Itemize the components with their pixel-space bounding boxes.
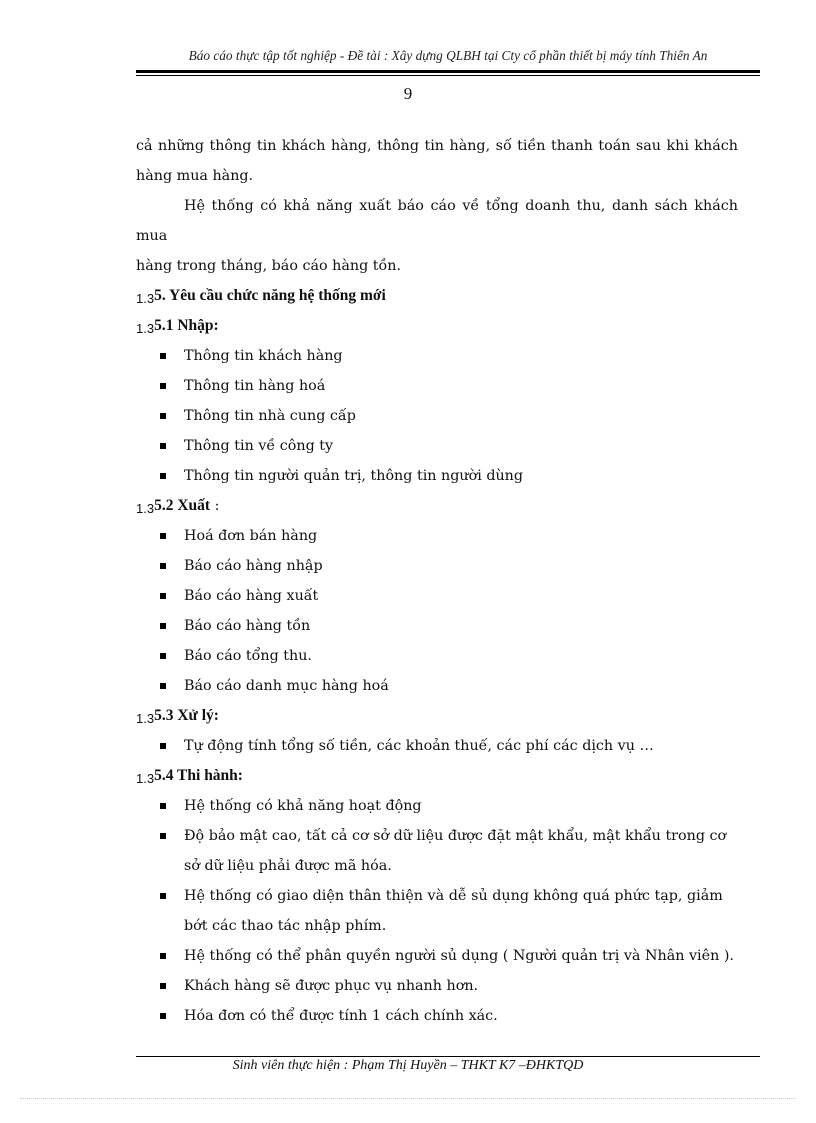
header-rule-thin [136,75,760,76]
list-xuly [136,731,738,761]
running-footer: Sinh viên thực hiện : Phạm Thị Huyền – THKT K7 –ĐHKTQD [232,1058,584,1073]
footer-rule [136,1056,760,1057]
page-border-dotted [20,1098,796,1099]
subsection-title: 5.1 Nhập: [154,317,219,334]
bullet-square-icon [160,413,166,419]
subsection-heading-xuly [136,701,738,731]
list-item: Hóa đơn có thể được tính 1 cách chính xác. [136,1001,738,1031]
list-item: Hệ thống có khả năng hoạt động [136,791,738,821]
list-item: Hệ thống có giao diện thân thiện và dễ sủ dụng không quá phức tạp, giảm bớt các thao tác nhập phím. [136,881,738,941]
list-nhap [136,341,738,491]
subsection-title: 5.2 Xuất [154,497,211,514]
list-item: Thông tin hàng hoá [136,371,738,401]
intro-paragraph-1-line-2: hàng mua hàng. [136,168,254,184]
intro-paragraph-1-line-1: cả những thông tin khách hàng, thông tin hàng, số tiền thanh toán sau khi khách [136,138,738,154]
bullet-square-icon [160,443,166,449]
bullet-square-icon [160,473,166,479]
subsection-heading-thihanh [136,761,738,791]
subsection-heading-nhap [136,311,738,341]
list-item: Báo cáo hàng nhập [136,551,738,581]
list-item: Thông tin về công ty [136,431,738,461]
bullet-square-icon [160,383,166,389]
page-number: 9 [403,84,413,103]
bullet-square-icon [160,353,166,359]
list-xuat [136,521,738,701]
list-item: Báo cáo hàng tồn [136,611,738,641]
bullet-square-icon [160,533,166,539]
list-item: Báo cáo tổng thu. [136,641,738,671]
section-heading [136,281,738,311]
section-number-prefix: 1.3 [136,291,155,306]
subsection-number-prefix: 1.3 [136,711,155,726]
list-item: Tự động tính tổng số tiền, các khoản thuế, các phí các dịch vụ … [136,731,738,761]
section-title: 5. Yêu cầu chức năng hệ thống mới [154,287,386,304]
document-body [136,131,738,1031]
subsection-number-prefix: 1.3 [136,771,155,786]
list-item: Báo cáo danh mục hàng hoá [136,671,738,701]
bullet-square-icon [160,593,166,599]
subsection-title-tail: : [210,498,220,514]
bullet-square-icon [160,983,166,989]
bullet-square-icon [160,563,166,569]
list-item: Báo cáo hàng xuất [136,581,738,611]
list-item: Hệ thống có thể phân quyền người sủ dụng ( Người quản trị và Nhân viên ). [136,941,738,971]
list-item: Hoá đơn bán hàng [136,521,738,551]
running-header: Báo cáo thực tập tốt nghiệp - Đề tài : Xây dựng QLBH tại Cty cổ phần thiết bị máy tính Thiên An [188,48,708,63]
bullet-square-icon [160,803,166,809]
list-item: Thông tin người quản trị, thông tin người dùng [136,461,738,491]
subsection-number-prefix: 1.3 [136,501,155,516]
list-item: Khách hàng sẽ được phục vụ nhanh hơn. [136,971,738,1001]
header-rule-thick [136,70,760,73]
bullet-square-icon [160,653,166,659]
bullet-square-icon [160,953,166,959]
bullet-square-icon [160,1013,166,1019]
list-thihanh [136,791,738,1031]
subsection-title: 5.3 Xử lý: [154,707,219,724]
subsection-heading-xuat [136,491,738,521]
bullet-square-icon [160,893,166,899]
subsection-number-prefix: 1.3 [136,321,155,336]
subsection-title: 5.4 Thi hành: [154,767,243,784]
bullet-square-icon [160,683,166,689]
list-item: Độ bảo mật cao, tất cả cơ sở dữ liệu được đặt mật khẩu, mật khẩu trong cơ sở dữ liệu phải được mã hóa. [136,821,738,881]
intro-paragraph-2-line-2: hàng trong tháng, báo cáo hàng tồn. [136,258,402,274]
list-item: Thông tin khách hàng [136,341,738,371]
bullet-square-icon [160,743,166,749]
list-item: Thông tin nhà cung cấp [136,401,738,431]
bullet-square-icon [160,833,166,839]
bullet-square-icon [160,623,166,629]
intro-paragraph-2-line-1: Hệ thống có khả năng xuất báo cáo về tổng doanh thu, danh sách khách mua [136,198,738,244]
